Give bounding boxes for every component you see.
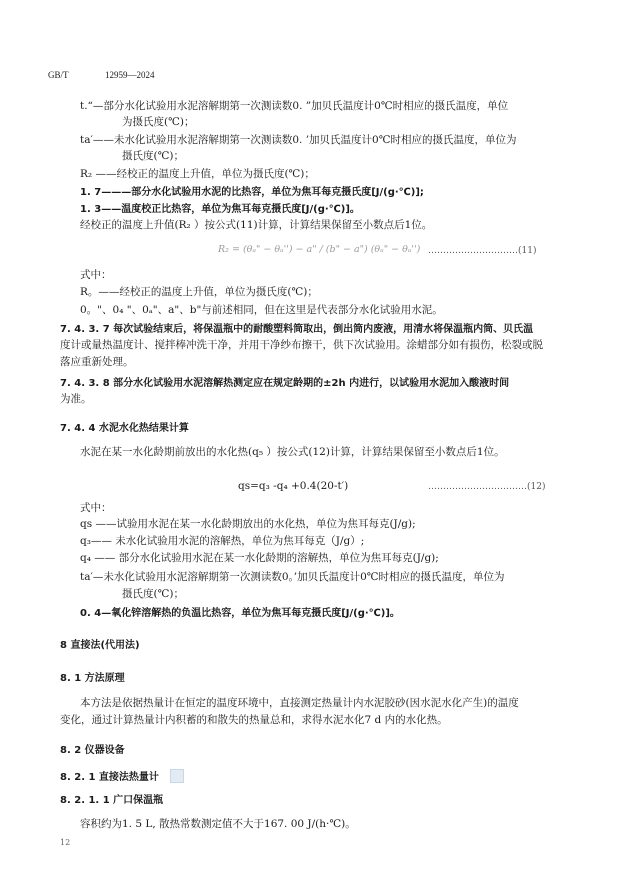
definition-0-4: 0. 4—氧化锌溶解热的负温比热容，单位为焦耳每克摄氏度[J/(g·℃)]。 [80,608,400,619]
formula-11: R₂ = (θₐ" − θₐ'') − a" / (b" − a") (θₐ" − θₐ'') [218,244,421,255]
section-8-1-heading: 8. 1 方法原理 [60,673,125,684]
definition-t: t.“—部分水化试验用水泥溶解期第一次测读数0. ”加贝氏温度计0℃时相应的摄氏温度，单位 [80,100,509,112]
definition-r: R。——经校正的温度上升值，单位为摄氏度(℃)； [80,286,318,298]
definition-t-cont: 为摄氏度(℃)； [122,116,195,128]
section-8-heading: 8 直接法(代用法) [60,640,140,651]
clause-7-4-3-7: 7. 4. 3. 7 每次试验结束后，将保温瓶中的耐酸塑料筒取出，倒出筒内废液，用清水将保温瓶内筒、贝氏温 [60,324,534,335]
where-label: 式中： [80,269,112,281]
definition-qs: qs ——试验用水泥在某一水化龄期放出的水化热，单位为焦耳每克(J/g); [80,518,416,530]
section-7-4-4-heading: 7. 4. 4 水泥水化热结果计算 [60,423,189,434]
formula-12-number: ……………………………(12) [428,482,546,492]
definition-ta-cont: 摄氏度(℃)； [122,150,184,162]
definition-q4: q₄ —— 部分水化试验用水泥在某一水化龄期的溶解热，单位为焦耳每克(J/g); [80,552,439,564]
section-8-2-heading: 8. 2 仪器设备 [60,745,125,756]
paragraph-r2-calc: 经校正的温度上升值(R₂ ）按公式(11)计算，计算结果保留至小数点后1位。 [80,219,433,231]
formula-11-number: …………………………(11) [428,246,537,256]
formula-12: qs=q₃ -q₄ +0.4(20-t′) [238,480,349,492]
definition-ta-2: ta′—未水化试验用水泥溶解期第一次测读数0。’加贝氏温度计0℃时相应的摄氏温度，单位为 [80,571,505,583]
definition-r2: R₂ ——经校正的温度上升值，单位为摄氏度(℃)； [80,168,315,180]
definition-same: 0。"、0₄ "、0ₐ"、a"、b"与前述相同，但在这里是代表部分水化试验用水泥。 [80,304,443,316]
section-8-2-1-heading: 8. 2. 1 直接法热量计 [60,772,159,783]
clause-7-4-3-7-line2: 度计或量热温度计、搅拌棒冲洗干净，并用干净纱布擦干，供下次试验用。涂蜡部分如有损伤，松裂或脱 [60,339,543,351]
insulated-bottle-spec: 容积约为1. 5 L, 散热常数测定值不大于167. 00 J/(h·℃)。 [80,818,356,830]
clause-7-4-3-8-line2: 为准。 [60,393,92,405]
definition-ta: ta′——未水化试验用水泥溶解期第一次测读数0. ’加贝氏温度计0℃时相应的摄氏温度，单位为 [80,134,517,146]
definition-1-3: 1. 3——温度校正比热容，单位为焦耳每克摄氏度[J/(g·℃)]。 [80,204,360,215]
definition-ta-2-cont: 摄氏度(℃)； [122,588,184,600]
definition-q3: q₃—— 未水化试验用水泥的溶解热，单位为焦耳每克（J/g）; [80,535,365,547]
page-number: 12 [60,838,71,847]
clause-7-4-3-8: 7. 4. 3. 8 部分水化试验用水泥溶解热测定应在规定龄期的±2h 内进行，以试验用水泥加入酸液时间 [60,378,510,389]
method-principle-paragraph-line2: 变化，通过计算热量计内积蓄的和散失的热量总和，求得水泥水化7 d 内的水化热。 [60,714,448,726]
definition-1-7: 1. 7———部分水化试验用水泥的比热容，单位为焦耳每克摄氏度[J/(g·℃)]; [80,187,424,198]
method-principle-paragraph: 本方法是依据热量计在恒定的温度环境中，直接测定热量计内水泥胶砂(因水泥水化产生)的温度 [80,697,519,709]
clause-7-4-3-7-line3: 落应重新处理。 [60,356,134,368]
paragraph-qs-calc: 水泥在某一水化龄期前放出的水化热(q₅ ）按公式(12)计算，计算结果保留至小数点后1位。 [80,446,505,458]
section-8-2-1-1-heading: 8. 2. 1. 1 广口保温瓶 [60,795,164,806]
where-label-2: 式中： [80,502,112,514]
standard-number: 12959—2024 [105,70,155,80]
standard-code: GB/T [48,70,69,80]
image-placeholder-icon [170,769,184,783]
